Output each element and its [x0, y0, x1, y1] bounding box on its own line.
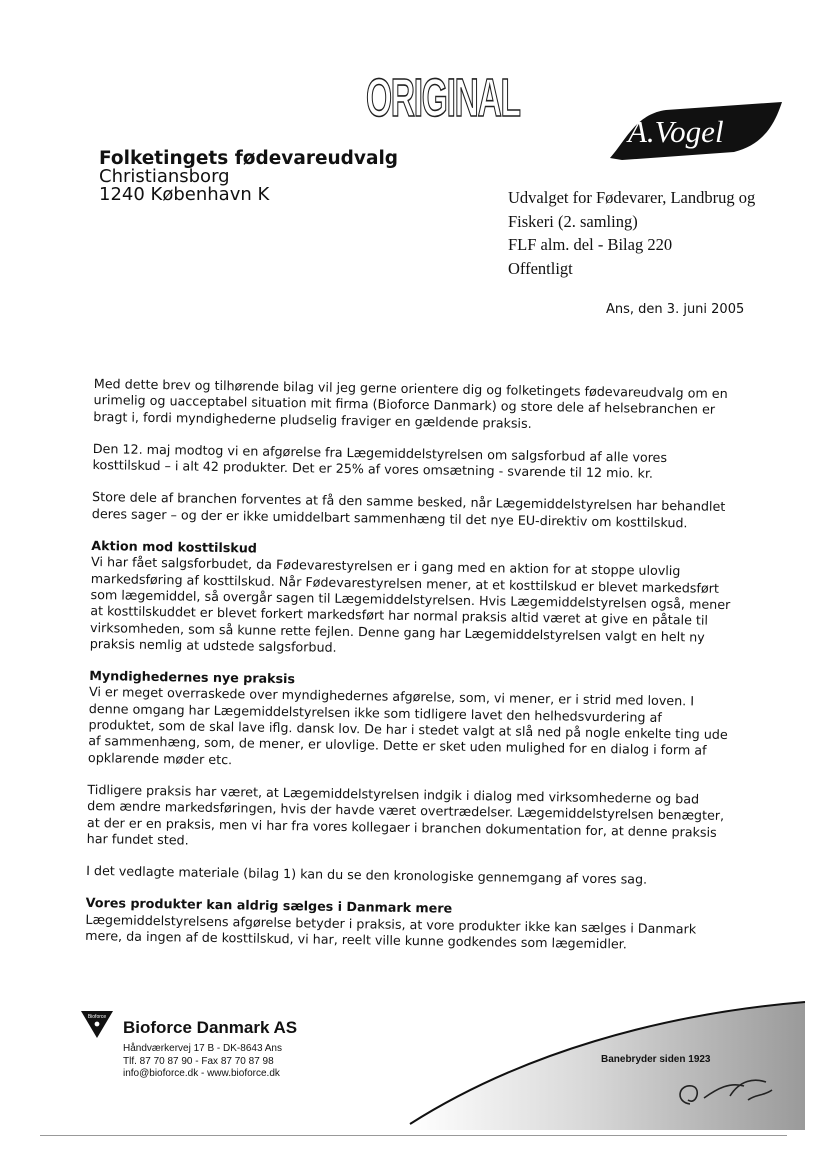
recipient-name: Folketingets fødevareudvalg [99, 148, 399, 169]
letter-body [85, 376, 734, 970]
heading-products: Vores produkter kan aldrig sælges i Danmark mere [85, 895, 453, 917]
paragraph-action: Vi har fået salgsforbudet, da Fødevarestyrelsen er i gang med en aktion for at stoppe ulovlig markedsføring af kosttilskud. Når Fødevarestyrelsen mener, at et kosttilskud er blevet markedsført som lægemiddel, så overgår sagen til Lægemiddelstyrelsen. Hvis Lægemiddelstyrelsen også, mener at kosttilskuddet er blevet forkert markedsført har normal praksis altid været at give en påtale til virksomheden, som så kunne rette fejlen. Denne gang har Lægemiddelstyrelsen valgt en helt ny praksis nemlig at udstede salgsforbud. [89, 554, 731, 655]
paragraph-practice: Vi er meget overraskede over myndighedernes afgørelse, som, vi mener, er i strid med loven. I denne omgang har Lægemiddelstyrelsen ikke som tidligere lavet den helhedsvurdering af produktet, som de skal lave iflg. dansk lov. De har i stedet valgt at slå ned på nogle enkelte ting ude af sammenhæng, som, de mener, er ulovlige. Dette er sket uden mulighed for en dialog i form af opklarende møder etc. [87, 684, 728, 767]
heading-action: Aktion mod kosttilskud [91, 538, 258, 556]
footer-tagline: Banebryder siden 1923 [601, 1054, 711, 1065]
footer-address: Håndværkervej 17 B - DK-8643 Ans [123, 1043, 282, 1054]
recipient-city: 1240 København K [99, 184, 270, 205]
committee-line-3: FLF alm. del - Bilag 220 [508, 235, 673, 254]
footer-contact [123, 1043, 282, 1081]
bioforce-mark-text: Bioforce [87, 1014, 107, 1020]
footer-company-name: Bioforce Danmark AS [123, 1018, 298, 1037]
committee-line-2: Fiskeri (2. samling) [508, 211, 638, 231]
paragraph-industry: Store dele af branchen forventes at få den samme besked, når Lægemiddelstyrelsen har behandlet deres sager – og der er ikke umiddelbart sammenhæng til det nye EU-direktiv om kosttilskud. [91, 489, 726, 531]
committee-line-1: Udvalget for Fødevarer, Landbrug og [508, 188, 756, 207]
footer-web: info@bioforce.dk - www.bioforce.dk [123, 1068, 280, 1079]
paragraph-previous-practice: Tidligere praksis har været, at Lægemiddelstyrelsen indgik i dialog med virksomhederne og bad dem ændre markedsføringen, hvis der havde været overtrædelser. Lægemiddelstyrelsen benægter, at der er en praksis, men vi har fra vores kollegaer i branchen dokumentation for, at denne praksis har fundet sted. [86, 781, 725, 848]
recipient-street: Christiansborg [99, 166, 230, 187]
letter-date: Ans, den 3. juni 2005 [606, 302, 745, 317]
footer-phone: Tlf. 87 70 87 90 - Fax 87 70 87 98 [123, 1055, 274, 1067]
signature-image [670, 1072, 780, 1112]
committee-stamp [508, 186, 798, 280]
paragraph-intro: Med dette brev og tilhørende bilag vil jeg gerne orientere dig og folketingets fødevareudvalg om en urimelig og uacceptabel situation mit firma (Bioforce Danmark) og store dele af helsebranchen er bragt i, fordi myndighederne pludselig fraviger en gældende praksis. [93, 376, 728, 431]
bioforce-logo-mark [80, 1009, 114, 1039]
recipient-address [99, 150, 398, 204]
paragraph-decision: Den 12. maj modtog vi en afgørelse fra Lægemiddelstyrelsen om salgsforbud af alle vores kosttilskud – i alt 42 produkter. Det er 25% af vores omsætning - svarende til 12 mio. kr. [92, 440, 668, 481]
original-stamp: ORIGINAL [366, 68, 520, 128]
committee-line-4: Offentligt [508, 258, 573, 278]
avogel-logo [606, 100, 786, 162]
heading-practice: Myndighedernes nye praksis [89, 668, 296, 687]
footer-divider [40, 1135, 787, 1136]
paragraph-products: Lægemiddelstyrelsens afgørelse betyder i praksis, at vore produkter ikke kan sælges i Danmark mere, da ingen af de kosttilskud, vi har, reelt ville kunne godkendes som lægemidler. [85, 911, 697, 952]
paragraph-attachment: I det vedlagte materiale (bilag 1) kan du se den kronologiske gennemgang af vores sag. [86, 863, 648, 887]
logo-text: A.Vogel [628, 114, 724, 149]
